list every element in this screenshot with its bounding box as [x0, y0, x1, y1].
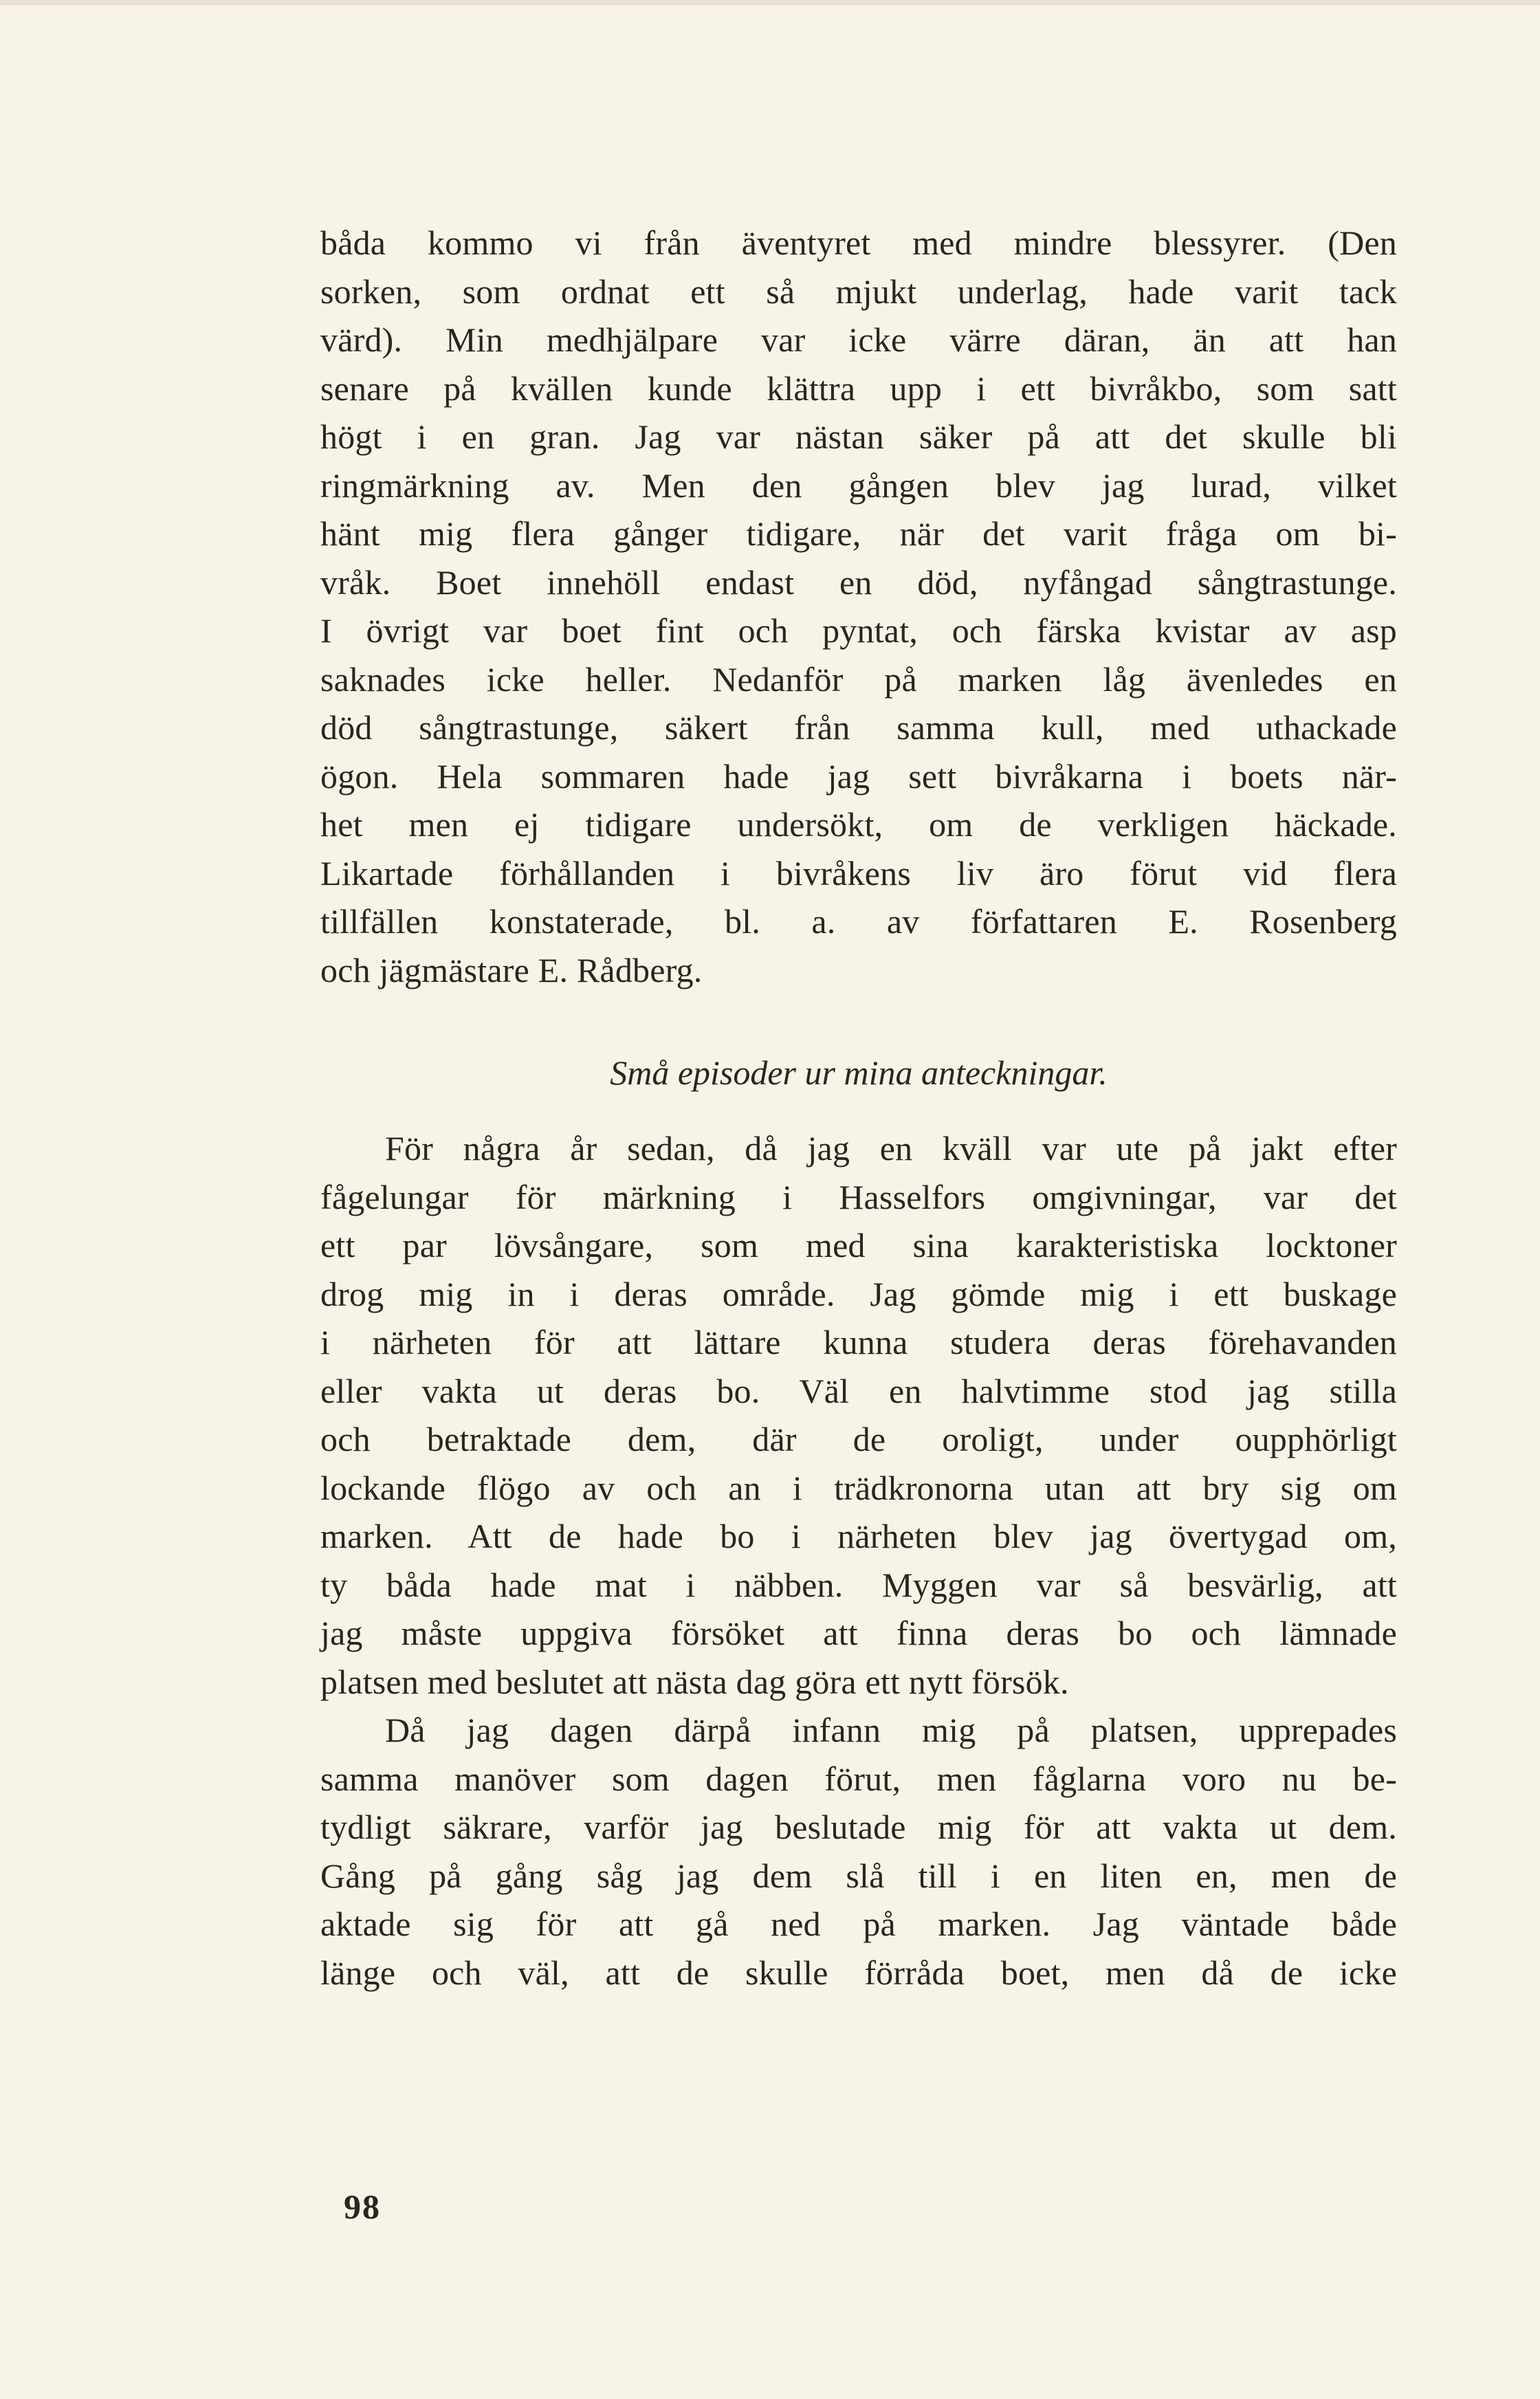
page-number: 98	[344, 2187, 381, 2226]
text-line: hänt mig flera gånger tidigare, när det varit fråga om bi-	[320, 514, 1397, 553]
text-line: tydligt säkrare, varför jag beslutade mig för att vakta ut dem.	[320, 1808, 1397, 1846]
text-line: saknades icke heller. Nedanför på marken låg ävenledes en	[320, 659, 1397, 699]
text-line: Då jag dagen därpå infann mig på platsen, upprepades	[385, 1711, 1397, 1749]
text-line: jag måste uppgiva försöket att finna deras bo och lämnade	[320, 1614, 1397, 1652]
paragraph-2	[320, 1124, 1397, 1997]
text-line: För några år sedan, då jag en kväll var ute på jakt efter	[385, 1129, 1397, 1168]
text-line: Likartade förhållanden i bivråkens liv äro förut vid flera	[320, 853, 1397, 892]
section-heading: Små episoder ur mina anteckningar.	[610, 1053, 1108, 1092]
text-line: ögon. Hela sommaren hade jag sett bivråkarna i boets när-	[320, 756, 1397, 796]
text-line: eller vakta ut deras bo. Väl en halvtimme stod jag stilla	[320, 1371, 1397, 1410]
text-line: ringmärkning av. Men den gången blev jag lurad, vilket	[320, 465, 1397, 505]
text-line: död sångtrastunge, säkert från samma kull, med uthackade	[320, 708, 1397, 747]
text-line: marken. Att de hade bo i närheten blev jag övertygad om,	[320, 1517, 1397, 1555]
text-line: vråk. Boet innehöll endast en död, nyfångad sångtrastunge.	[320, 562, 1397, 602]
text-line: fågelungar för märkning i Hasselfors omgivningar, var det	[320, 1177, 1397, 1216]
text-line: Gång på gång såg jag dem slå till i en liten en, men de	[320, 1856, 1397, 1895]
text-line: värd). Min medhjälpare var icke värre däran, än att han	[320, 320, 1397, 359]
text-line: länge och väl, att de skulle förråda boet, men då de icke	[320, 1953, 1397, 1992]
text-line: högt i en gran. Jag var nästan säker på att det skulle bli	[320, 417, 1397, 456]
text-line: ty båda hade mat i näbben. Myggen var så besvärlig, att	[320, 1565, 1397, 1604]
text-line: drog mig in i deras område. Jag gömde mig i ett buskage	[320, 1274, 1397, 1313]
text-line: båda kommo vi från äventyret med mindre blessyrer. (Den	[320, 223, 1397, 262]
text-line: och jägmästare E. Rådberg.	[320, 950, 703, 989]
text-line: platsen med beslutet att nästa dag göra ett nytt försök.	[320, 1662, 1069, 1701]
text-line: het men ej tidigare undersökt, om de verkligen häckade.	[320, 805, 1397, 844]
page-edge	[0, 0, 1540, 6]
text-line: senare på kvällen kunde klättra upp i ett bivråkbo, som satt	[320, 369, 1397, 408]
text-line: i närheten för att lättare kunna studera deras förehavanden	[320, 1323, 1397, 1361]
text-line: ett par lövsångare, som med sina karakteristiska locktoner	[320, 1226, 1397, 1264]
text-line: lockande flögo av och an i trädkronorna utan att bry sig om	[320, 1468, 1397, 1507]
text-line: aktade sig för att gå ned på marken. Jag väntade både	[320, 1905, 1397, 1943]
text-line: sorken, som ordnat ett så mjukt underlag, hade varit tack	[320, 272, 1397, 311]
text-line: samma manöver som dagen förut, men fåglarna voro nu be-	[320, 1759, 1397, 1798]
text-line: tillfällen konstaterade, bl. a. av författaren E. Rosenberg	[320, 902, 1397, 941]
text-line: I övrigt var boet fint och pyntat, och färska kvistar av asp	[320, 611, 1397, 650]
text-line: och betraktade dem, där de oroligt, under oupphörligt	[320, 1420, 1397, 1458]
paragraph-1	[320, 219, 1397, 994]
